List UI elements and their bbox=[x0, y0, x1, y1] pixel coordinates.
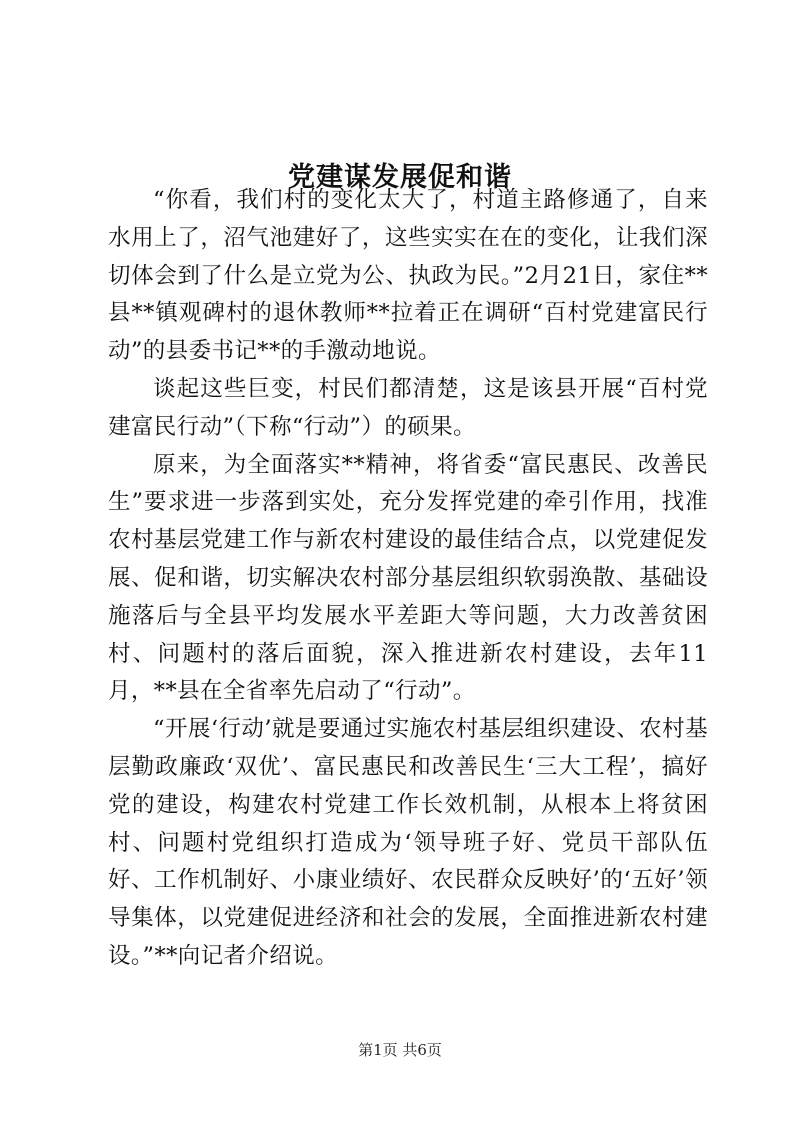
page-number-footer: 第1页 共6页 bbox=[358, 1041, 442, 1059]
paragraph: 谈起这些巨变，村民们都清楚，这是该县开展“百村党建富民行动”（下称“行动”）的硕果。 bbox=[108, 375, 708, 440]
paragraph: “开展‘行动’就是要通过实施农村基层组织建设、农村基层勤政廉政‘双优’、富民惠民和改善民生‘三大工程’，搞好党的建设，构建农村党建工作长效机制，从根本上将贫困村、问题村党组织打造成为‘领导班子好、党员干部队伍好、工作机制好、小康业绩好、农民群众反映好’的‘五好’领导集体，以党建促进经济和社会的发展，全面推进新农村建设。”**向记者介绍说。 bbox=[108, 716, 708, 969]
document-title: 党建谋发展促和谐 bbox=[288, 162, 512, 194]
paragraph: “你看，我们村的变化太大了，村道主路修通了，自来水用上了，沼气池建好了，这些实实在在的变化，让我们深切体会到了什么是立党为公、执政为民。”2月21日，家住**县**镇观碑村的退休教师**拉着正在调研“百村党建富民行动”的县委书记**的手激动地说。 bbox=[108, 187, 708, 365]
paragraph: 原来，为全面落实**精神，将省委“富民惠民、改善民生”要求进一步落到实处，充分发挥党建的牵引作用，找准农村基层党建工作与新农村建设的最佳结合点，以党建促发展、促和谐，切实解决农村部分基层组织软弱涣散、基础设施落后与全县平均发展水平差距大等问题，大力改善贫困村、问题村的落后面貌，深入推进新农村建设，去年11月，**县在全省率先启动了“行动”。 bbox=[108, 451, 708, 705]
document-body bbox=[108, 182, 708, 976]
